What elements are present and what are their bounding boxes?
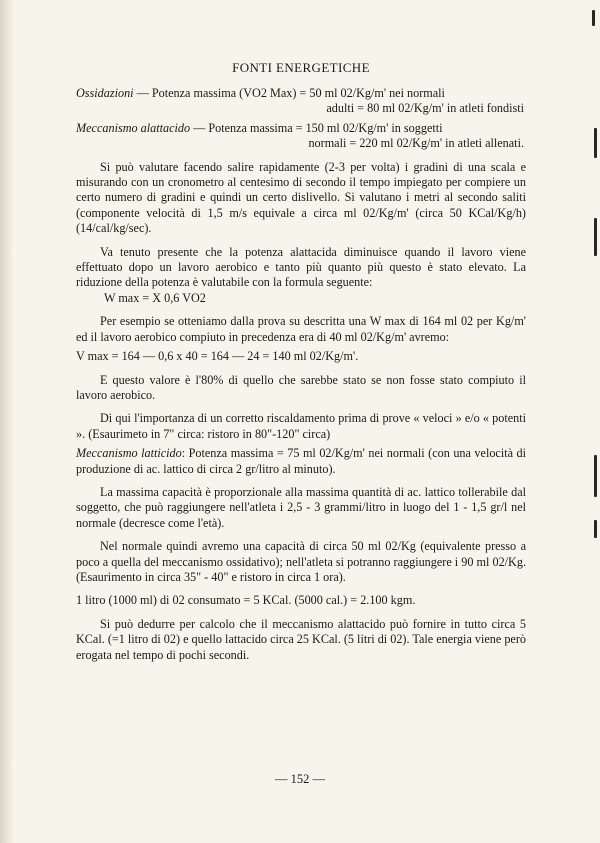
- paragraph-esempio: Per esempio se otteniamo dalla prova su descritta una W max di 164 ml 02 per Kg/m' ed il lavoro aerobico compiuto in precedenza era di 40 ml 02/Kg/m' avremo:: [76, 314, 526, 344]
- alattacido-entry-cont: [76, 136, 526, 151]
- ossidazioni-term: Ossidazioni: [76, 86, 134, 100]
- latticido-entry: [76, 446, 526, 477]
- margin-mark: [594, 218, 597, 256]
- margin-mark: [592, 10, 595, 26]
- paragraph-valore: E questo valore è l'80% di quello che sarebbe stato se non fosse stato compiuto il lavoro aerobico.: [76, 372, 526, 402]
- latticido-text: : Potenza massima = 75 ml 02/Kg/m' nei normali (con una velocità di produzione di ac. lattico di circa 2 gr/litro al minuto).: [76, 446, 526, 476]
- formula-w-max: W max = X 0,6 VO2: [104, 290, 206, 305]
- formula-litro: 1 litro (1000 ml) di 02 consumato = 5 KCal. (5000 cal.) = 2.100 kgm.: [76, 593, 416, 608]
- ossidazioni-entry-cont: [76, 101, 526, 116]
- paragraph-normale: Nel normale quindi avremo una capacità di circa 50 ml 02/Kg (equivalente presso a poco a quella del meccanismo ossidativo); nell'atleta si potranno raggiungere i 90 ml 02/Kg. (Esaurimento in circa 35" - 40" e ristoro in circa 1 ora).: [76, 539, 526, 584]
- ossidazioni-entry: [76, 86, 526, 101]
- margin-mark: [594, 520, 597, 538]
- alattacido-line2: normali = 220 ml 02/Kg/m' in atleti allenati.: [308, 136, 524, 151]
- paragraph-riscaldamento: Di qui l'importanza di un corretto riscaldamento prima di prove « veloci » e/o « potenti ». (Esaurimeto in 7" circa: ristoro in 80"-120" circa): [76, 411, 526, 441]
- latticido-term: Meccanismo latticido: [76, 446, 182, 461]
- paragraph-valutazione: Si può valutare facendo salire rapidamente (2-3 per volta) i gradini di una scala e misurando con un cronometro al centesimo di secondo il tempo impiegato per compiere un certo numero di gradini e quindi un certo dislivello. Si valutano i metri al secondo saliti (componente velocità di 1,5 m/s equivale a circa ml 02/Kg/m' (circa 50 KCal/Kg/h) (14/cal/kg/sec).: [76, 159, 526, 236]
- ossidazioni-line2: adulti = 80 ml 02/Kg/m' in atleti fondisti: [326, 101, 524, 116]
- page-content: [76, 60, 526, 671]
- page-title: FONTI ENERGETICHE: [232, 60, 370, 75]
- formula-v-max: V max = 164 — 0,6 x 40 = 164 — 24 = 140 ml 02/Kg/m'.: [76, 349, 359, 364]
- ossidazioni-line1: — Potenza massima (VO2 Max) = 50 ml 02/Kg/m' nei normali: [133, 86, 445, 100]
- alattacido-line1: — Potenza massima = 150 ml 02/Kg/m' in soggetti: [190, 120, 443, 135]
- margin-mark: [594, 128, 597, 158]
- margin-mark: [594, 455, 597, 497]
- page-number: — 152 —: [275, 772, 325, 786]
- alattacido-term: Meccanismo alattacido: [76, 120, 191, 135]
- alattacido-entry: [76, 121, 526, 136]
- paragraph-potenza-alattacida: Va tenuto presente che la potenza alattacida diminuisce quando il lavoro viene effettuato dopo un lavoro aerobico e tanto più quanto più questo è stato elevato. La riduzione della potenza è valutabile con la formula seguente:: [76, 244, 526, 290]
- paragraph-capacita: La massima capacità è proporzionale alla massima quantità di ac. lattico tollerabile dal soggetto, che può raggiungere nell'atleta i 2,5 - 3 grammi/litro in luogo del 1 - 1,5 gr/l nel normale (decresce come l'età).: [76, 484, 526, 530]
- paragraph-calcolo: Si può dedurre per calcolo che il meccanismo alattacido può fornire in tutto circa 5 KCal. (=1 litro di 02) e quello lattacido circa 25 KCal. (5 litri di 02). Tale energia viene però erogata nel tempo di pochi secondi.: [76, 616, 526, 662]
- page-binding-shadow: [0, 0, 14, 843]
